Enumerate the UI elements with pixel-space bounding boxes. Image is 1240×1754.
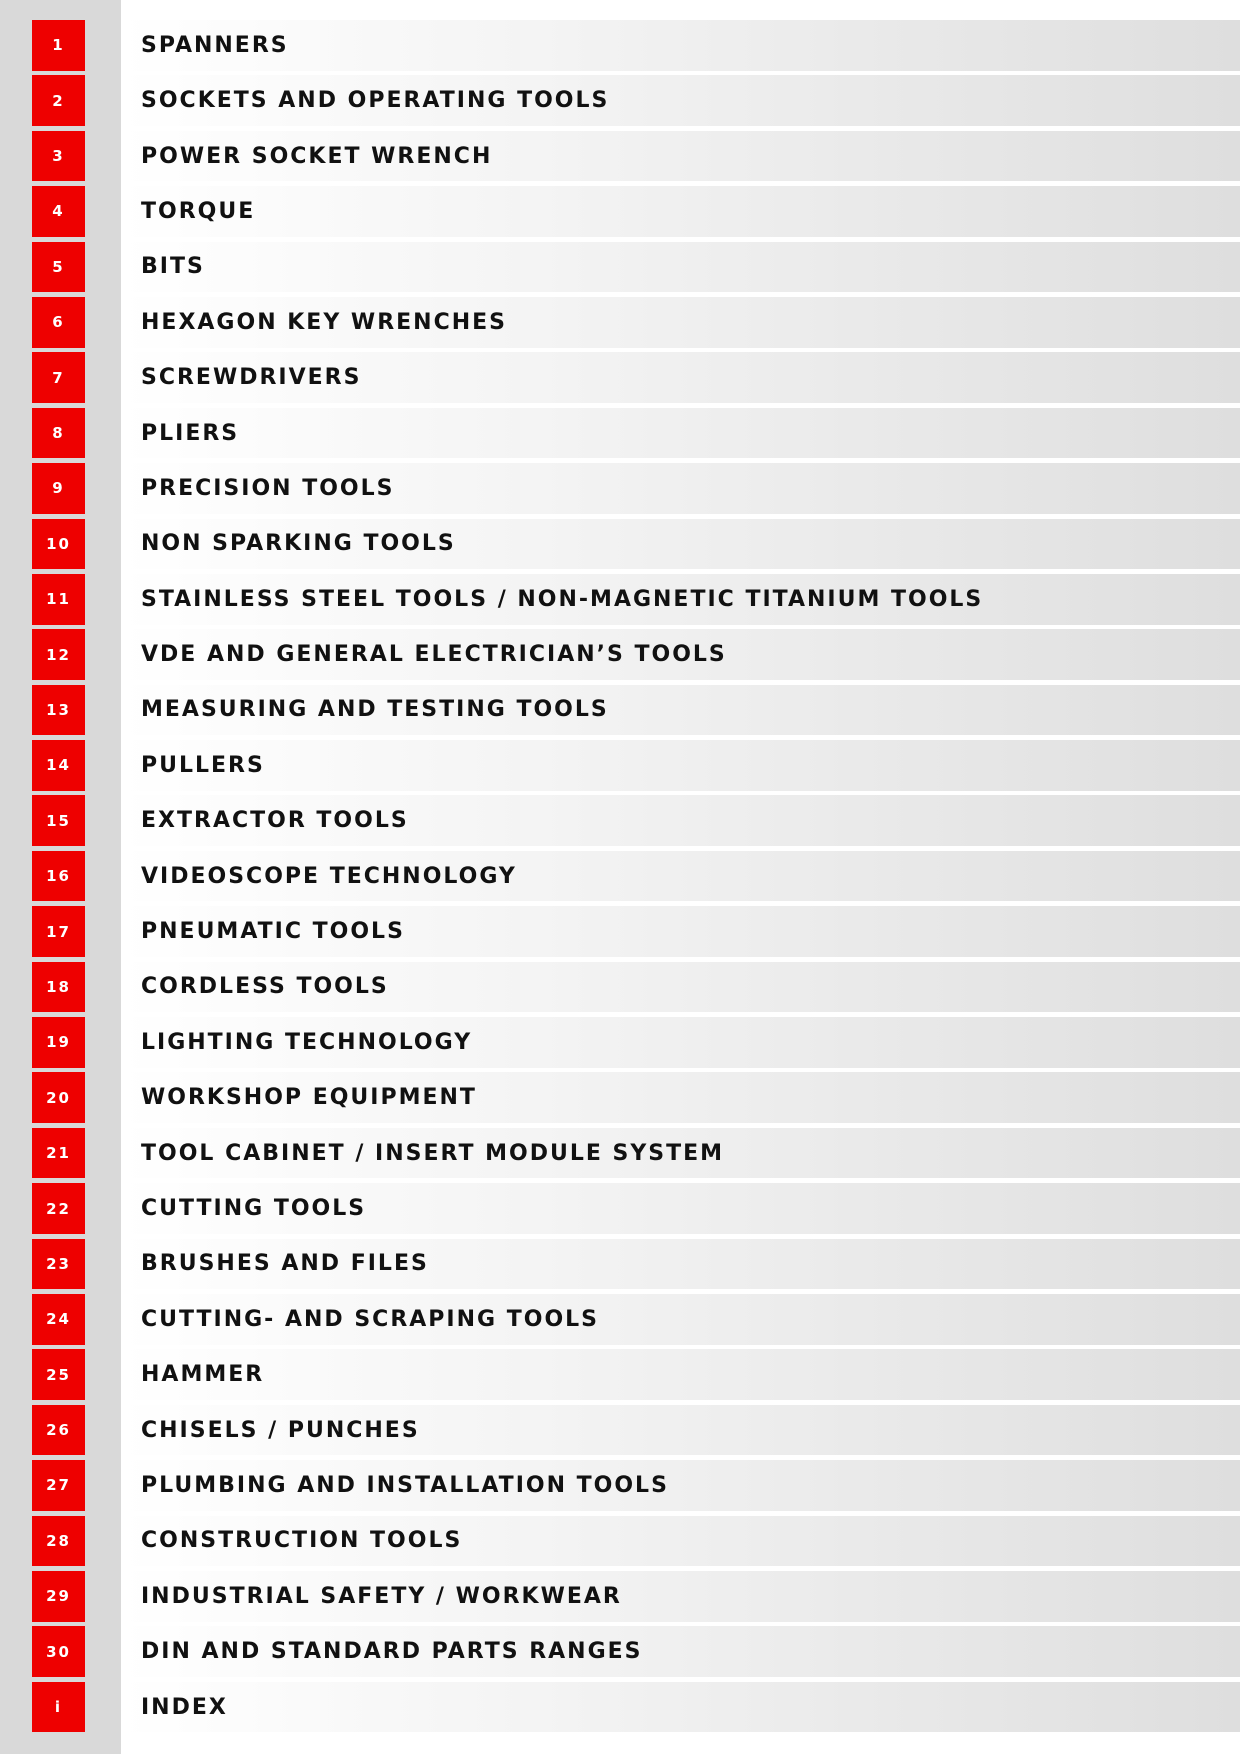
toc-item-7[interactable] (0, 352, 1240, 403)
section-number: 8 (32, 408, 85, 459)
toc-item-17[interactable] (0, 906, 1240, 957)
section-title: BITS (141, 254, 205, 280)
section-title: PULLERS (141, 752, 265, 778)
section-title-bar (121, 186, 1240, 237)
section-number: 26 (32, 1405, 85, 1456)
section-number: i (32, 1682, 85, 1733)
section-title: PRECISION TOOLS (141, 475, 395, 501)
section-title: HEXAGON KEY WRENCHES (141, 309, 508, 335)
toc-item-23[interactable] (0, 1239, 1240, 1290)
section-number: 20 (32, 1072, 85, 1123)
section-title-bar (121, 1682, 1240, 1733)
section-number: 9 (32, 463, 85, 514)
toc-item-22[interactable] (0, 1183, 1240, 1234)
toc-item-20[interactable] (0, 1072, 1240, 1123)
section-number: 29 (32, 1571, 85, 1622)
section-number: 4 (32, 186, 85, 237)
section-title: CHISELS / PUNCHES (141, 1417, 420, 1443)
section-title-bar (121, 574, 1240, 625)
section-number: 17 (32, 906, 85, 957)
section-number: 27 (32, 1460, 85, 1511)
section-title-bar (121, 740, 1240, 791)
section-title: MEASURING AND TESTING TOOLS (141, 697, 609, 723)
section-title-bar (121, 1239, 1240, 1290)
toc-item-27[interactable] (0, 1460, 1240, 1511)
toc-item-index[interactable] (0, 1682, 1240, 1733)
section-title: PNEUMATIC TOOLS (141, 919, 405, 945)
section-title: POWER SOCKET WRENCH (141, 143, 493, 169)
section-title-bar (121, 1571, 1240, 1622)
section-number: 1 (32, 20, 85, 71)
toc-item-3[interactable] (0, 131, 1240, 182)
toc-item-16[interactable] (0, 851, 1240, 902)
section-title: INDEX (141, 1694, 228, 1720)
section-title: NON SPARKING TOOLS (141, 531, 456, 557)
section-title: VIDEOSCOPE TECHNOLOGY (141, 863, 517, 889)
section-title-bar (121, 962, 1240, 1013)
section-number: 23 (32, 1239, 85, 1290)
section-title: TORQUE (141, 198, 256, 224)
section-title-bar (121, 795, 1240, 846)
section-number: 14 (32, 740, 85, 791)
section-title-bar (121, 851, 1240, 902)
section-title-bar (121, 1626, 1240, 1677)
section-title-bar (121, 242, 1240, 293)
section-title: CONSTRUCTION TOOLS (141, 1528, 463, 1554)
section-title: DIN AND STANDARD PARTS RANGES (141, 1639, 643, 1665)
toc-item-12[interactable] (0, 629, 1240, 680)
section-title: INDUSTRIAL SAFETY / WORKWEAR (141, 1583, 622, 1609)
section-title-bar (121, 75, 1240, 126)
toc-item-29[interactable] (0, 1571, 1240, 1622)
section-title-bar (121, 1183, 1240, 1234)
toc-item-30[interactable] (0, 1626, 1240, 1677)
toc-item-1[interactable] (0, 20, 1240, 71)
section-title: SPANNERS (141, 32, 289, 58)
section-number: 19 (32, 1017, 85, 1068)
section-number: 15 (32, 795, 85, 846)
section-title-bar (121, 629, 1240, 680)
section-title: EXTRACTOR TOOLS (141, 808, 409, 834)
section-title-bar (121, 1072, 1240, 1123)
section-title: TOOL CABINET / INSERT MODULE SYSTEM (141, 1140, 725, 1166)
toc-item-18[interactable] (0, 962, 1240, 1013)
section-title-bar (121, 1294, 1240, 1345)
toc-item-25[interactable] (0, 1349, 1240, 1400)
section-number: 25 (32, 1349, 85, 1400)
section-title-bar (121, 463, 1240, 514)
section-title: BRUSHES AND FILES (141, 1251, 429, 1277)
section-title: CUTTING TOOLS (141, 1196, 367, 1221)
section-title-bar (121, 131, 1240, 182)
section-title: VDE AND GENERAL ELECTRICIAN’S TOOLS (141, 642, 727, 668)
section-number: 21 (32, 1128, 85, 1179)
section-number: 11 (32, 574, 85, 625)
section-title-bar (121, 1349, 1240, 1400)
section-number: 22 (32, 1183, 85, 1234)
toc-item-24[interactable] (0, 1294, 1240, 1345)
toc-item-15[interactable] (0, 795, 1240, 846)
section-number: 6 (32, 297, 85, 348)
section-title: CUTTING- AND SCRAPING TOOLS (141, 1306, 600, 1332)
section-title: PLIERS (141, 420, 240, 446)
section-title-bar (121, 1405, 1240, 1456)
section-title-bar (121, 685, 1240, 736)
toc-item-28[interactable] (0, 1516, 1240, 1567)
section-number: 12 (32, 629, 85, 680)
toc-item-26[interactable] (0, 1405, 1240, 1456)
toc-item-14[interactable] (0, 740, 1240, 791)
section-title-bar (121, 352, 1240, 403)
section-title: CORDLESS TOOLS (141, 974, 389, 1000)
section-title: HAMMER (141, 1362, 265, 1388)
section-number: 24 (32, 1294, 85, 1345)
section-number: 5 (32, 242, 85, 293)
section-number: 28 (32, 1516, 85, 1567)
toc-item-2[interactable] (0, 75, 1240, 126)
section-title: WORKSHOP EQUIPMENT (141, 1085, 477, 1111)
toc-item-19[interactable] (0, 1017, 1240, 1068)
toc-item-5[interactable] (0, 242, 1240, 293)
section-title: SCREWDRIVERS (141, 365, 362, 391)
section-number: 3 (32, 131, 85, 182)
section-title: LIGHTING TECHNOLOGY (141, 1029, 473, 1055)
toc-item-8[interactable] (0, 408, 1240, 459)
section-title-bar (121, 1516, 1240, 1567)
section-number: 10 (32, 519, 85, 570)
toc-item-9[interactable] (0, 463, 1240, 514)
section-number: 30 (32, 1626, 85, 1677)
section-title: SOCKETS AND OPERATING TOOLS (141, 88, 610, 114)
section-number: 2 (32, 75, 85, 126)
section-title: STAINLESS STEEL TOOLS / NON-MAGNETIC TITANIUM TOOLS (141, 586, 984, 612)
section-title-bar (121, 408, 1240, 459)
section-title-bar (121, 519, 1240, 570)
toc-item-13[interactable] (0, 685, 1240, 736)
section-number: 7 (32, 352, 85, 403)
section-title-bar (121, 20, 1240, 71)
section-title-bar (121, 1460, 1240, 1511)
section-title: PLUMBING AND INSTALLATION TOOLS (141, 1472, 669, 1498)
section-title-bar (121, 906, 1240, 957)
toc-item-11[interactable] (0, 574, 1240, 625)
toc-item-10[interactable] (0, 519, 1240, 570)
toc-item-4[interactable] (0, 186, 1240, 237)
toc-item-6[interactable] (0, 297, 1240, 348)
section-number: 13 (32, 685, 85, 736)
section-title-bar (121, 297, 1240, 348)
section-number: 18 (32, 962, 85, 1013)
table-of-contents (0, 20, 1240, 1737)
section-title-bar (121, 1017, 1240, 1068)
section-title-bar (121, 1128, 1240, 1179)
section-number: 16 (32, 851, 85, 902)
toc-item-21[interactable] (0, 1128, 1240, 1179)
